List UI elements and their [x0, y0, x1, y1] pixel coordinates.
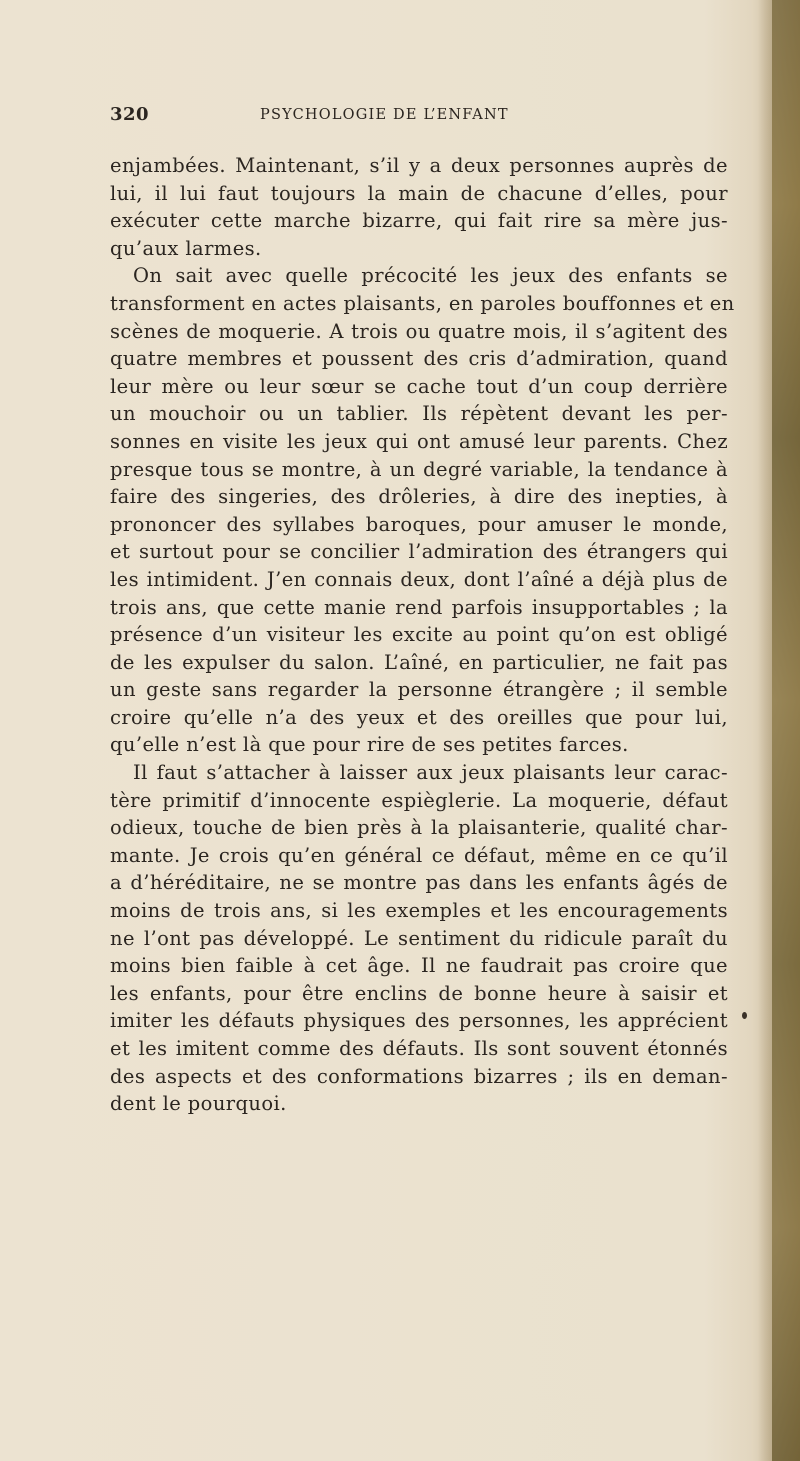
text-line: enjambées. Maintenant, s’il y a deux personnes auprès de [110, 154, 728, 177]
text-line: de les expulser du salon. L’aîné, en particulier, ne fait pas [110, 650, 728, 674]
text-line: et les imitent comme des défauts. Ils sont souvent étonnés [110, 1037, 728, 1060]
text-line: transforment en actes plaisants, en paroles bouffonnes et en [110, 291, 735, 315]
text-line: ne l’ont pas développé. Le sentiment du ridicule paraît du [110, 926, 728, 950]
text-line: et surtout pour se concilier l’admiration des étrangers qui [110, 540, 728, 564]
page-number: 320 [110, 104, 150, 125]
text-line: exécuter cette marche bizarre, qui fait rire sa mère jus- [110, 209, 728, 233]
running-title: PSYCHOLOGIE DE L’ENFANT [260, 107, 509, 123]
text-line: presque tous se montre, à un degré variable, la tendance à [110, 457, 728, 481]
text-line: quatre membres et poussent des cris d’admiration, quand [110, 347, 728, 371]
body-text [110, 152, 735, 1118]
text-line: mante. Je crois qu’en général ce défaut, même en ce qu’il [110, 843, 728, 867]
text-line: scènes de moquerie. A trois ou quatre mois, il s’agitent des [110, 319, 728, 343]
text-line: On sait avec quelle précocité les jeux des enfants se [133, 264, 728, 288]
text-line: leur mère ou leur sœur se cache tout d’un coup derrière [110, 374, 728, 398]
text-line: tère primitif d’innocente espièglerie. La moquerie, défaut [110, 788, 728, 812]
ink-speck [742, 1012, 747, 1019]
text-line: moins de trois ans, si les exemples et les encouragements [110, 899, 728, 923]
text-line: les intimident. J’en connais deux, dont l’aîné a déjà plus de [110, 567, 728, 591]
page-edge [772, 0, 800, 1461]
text-line: odieux, touche de bien près à la plaisanterie, qualité char- [110, 816, 728, 840]
text-line: imiter les défauts physiques des personnes, les apprécient [110, 1009, 728, 1033]
text-line: qu’elle n’est là que pour rire de ses petites farces. [110, 733, 629, 757]
text-line: présence d’un visiteur les excite au point qu’on est obligé [110, 623, 728, 647]
page-header [110, 104, 750, 134]
text-line: un mouchoir ou un tablier. Ils répètent devant les per- [110, 402, 728, 426]
text-line: moins bien faible à cet âge. Il ne faudrait pas croire que [110, 954, 728, 978]
text-line: un geste sans regarder la personne étrangère ; il semble [110, 678, 728, 702]
text-line: croire qu’elle n’a des yeux et des oreilles que pour lui, [110, 705, 728, 729]
page-edge-shadow [758, 0, 772, 1461]
text-line: lui, il lui faut toujours la main de chacune d’elles, pour [110, 181, 728, 205]
text-line: sonnes en visite les jeux qui ont amusé leur parents. Chez [110, 429, 728, 453]
text-line: dent le pourquoi. [110, 1092, 287, 1116]
text-line: qu’aux larmes. [110, 236, 262, 260]
text-line: Il faut s’attacher à laisser aux jeux plaisants leur carac- [133, 761, 728, 785]
text-line: trois ans, que cette manie rend parfois insupportables ; la [110, 595, 728, 619]
text-line: a d’héréditaire, ne se montre pas dans les enfants âgés de [110, 871, 728, 895]
text-line: faire des singeries, des drôleries, à dire des inepties, à [110, 485, 728, 509]
text-line: les enfants, pour être enclins de bonne heure à saisir et [110, 981, 728, 1005]
text-line: des aspects et des conformations bizarres ; ils en deman- [110, 1064, 728, 1088]
text-line: prononcer des syllabes baroques, pour amuser le monde, [110, 512, 728, 536]
